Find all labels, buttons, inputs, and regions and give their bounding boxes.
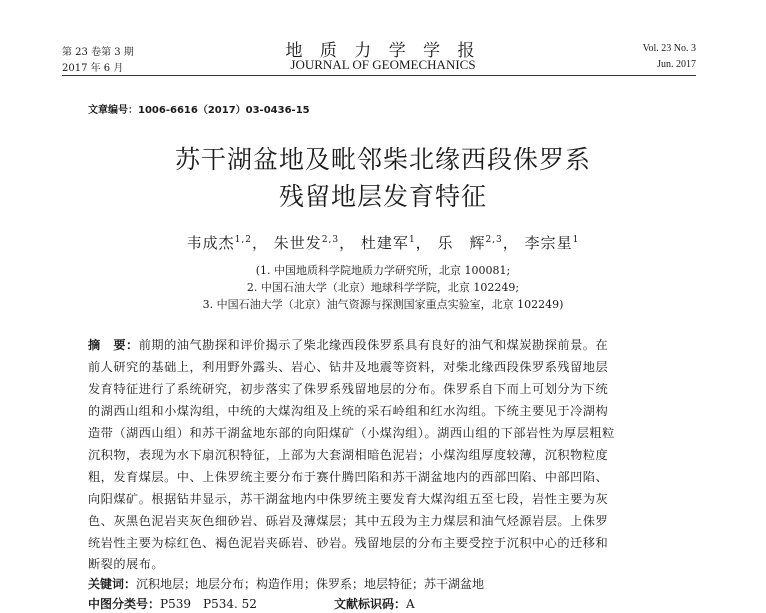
author-name: 朱世发	[273, 234, 322, 252]
abstract-line: 发育特征进行了系统研究，初步落实了侏罗系残留地层的分布。侏罗系自下而上可划分为下统	[88, 382, 609, 396]
abstract-line: 统岩性主要为棕红色、褐色泥岩夹砾岩、砂岩。残留地层的分布主要受控于沉积中心的迁移和	[88, 536, 609, 550]
document-code-text: A	[406, 597, 415, 611]
date-en: Jun. 2017	[657, 59, 696, 70]
abstract-line: 摘 要：前期的油气勘探和评价揭示了柴北缘西段侏罗系具有良好的油气和煤炭勘探前景。在	[88, 338, 609, 352]
affiliation: 2. 中国石油大学（北京）地球科学学院，北京 102249;	[246, 281, 520, 294]
header-rule	[62, 75, 696, 76]
abstract-line: 沉积物，表现为水下扇沉积特征，上部为大套湖相暗色泥岩；小煤沟组厚度较薄，沉积物粒度	[88, 448, 609, 462]
abstract-line: 断裂的展布。	[88, 557, 165, 571]
abstract-line: 粗，发育煤层。中、上侏罗统主要分布于赛什腾凹陷和苏干湖盆地内的西部凹陷、中部凹陷、	[88, 470, 609, 484]
abstract-line: 色、灰黑色泥岩夹灰色细砂岩、砾岩及薄煤层；其中五段为主力煤层和油气烃源岩层。上侏罗	[88, 514, 609, 528]
document-code	[334, 595, 415, 612]
author-name: 韦成杰	[186, 234, 235, 252]
abstract-line: 造带（湖西山组）和苏干湖盆地东部的向阳煤矿（小煤沟组）。湖西山组的下部岩性为厚层粗粒	[88, 426, 615, 440]
article-number: 文章编号：1006-6616（2017）03-0436-15	[88, 105, 310, 116]
author-affil: 1	[408, 235, 416, 245]
abstract-line: 向阳煤矿。根据钻井显示，苏干湖盆地内中侏罗统主要发育大煤沟组五至七段，岩性主要为灰	[88, 492, 609, 506]
journal-title-cn: 地 质 力 学 学 报	[285, 41, 481, 61]
affiliation: 3. 中国石油大学（北京）油气资源与探测国家重点实验室，北京 102249)	[202, 298, 564, 311]
author-affil: 1,2	[234, 235, 253, 245]
journal-title-en: JOURNAL OF GEOMECHANICS	[290, 57, 476, 72]
abstract-line: 前人研究的基础上，利用野外露头、岩心、钻井及地震等资料，对柴北缘西段侏罗系残留地层	[88, 360, 609, 374]
title-line-2: 残留地层发育特征	[278, 182, 487, 211]
title-line-1: 苏干湖盆地及毗邻柴北缘西段侏罗系	[174, 145, 591, 174]
issue-date: 2017 年 6 月	[62, 63, 124, 74]
volume-en: Vol. 23 No. 3	[642, 43, 696, 54]
author-affil: 1	[572, 235, 580, 245]
affiliation: (1. 中国地质科学院地质力学研究所，北京 100081;	[255, 264, 511, 277]
author-affil: 2,3	[485, 235, 503, 245]
classification-text: P539 P534. 52	[160, 597, 257, 611]
issue-volume: 第 23 卷第 3 期	[62, 47, 134, 58]
classification-label: 中图分类号：	[88, 597, 161, 611]
keywords-label: 关键词：	[88, 577, 137, 591]
keywords	[88, 575, 484, 592]
keywords-text: 沉积地层；地层分布；构造作用；侏罗系；地层特征；苏干湖盆地	[136, 577, 485, 591]
author-name: 乐 辉	[437, 234, 486, 252]
abstract-label: 摘 要：	[88, 338, 139, 352]
author-list: 韦成杰$^{1,2}$， 朱世发$^{2,3}$， 杜建军$^1$， 乐 辉$^{2,3}$， 李宗星$^1$	[186, 234, 580, 252]
author-affil: 2,3	[321, 235, 340, 245]
author-name: 李宗星	[524, 234, 573, 252]
classification	[88, 595, 257, 612]
author-name: 杜建军	[360, 234, 409, 252]
abstract-line: 的湖西山组和小煤沟组，中统的大煤沟组及上统的采石岭组和红水沟组。下统主要见于冷湖构	[88, 404, 609, 418]
document-code-label: 文献标识码：	[334, 597, 407, 611]
